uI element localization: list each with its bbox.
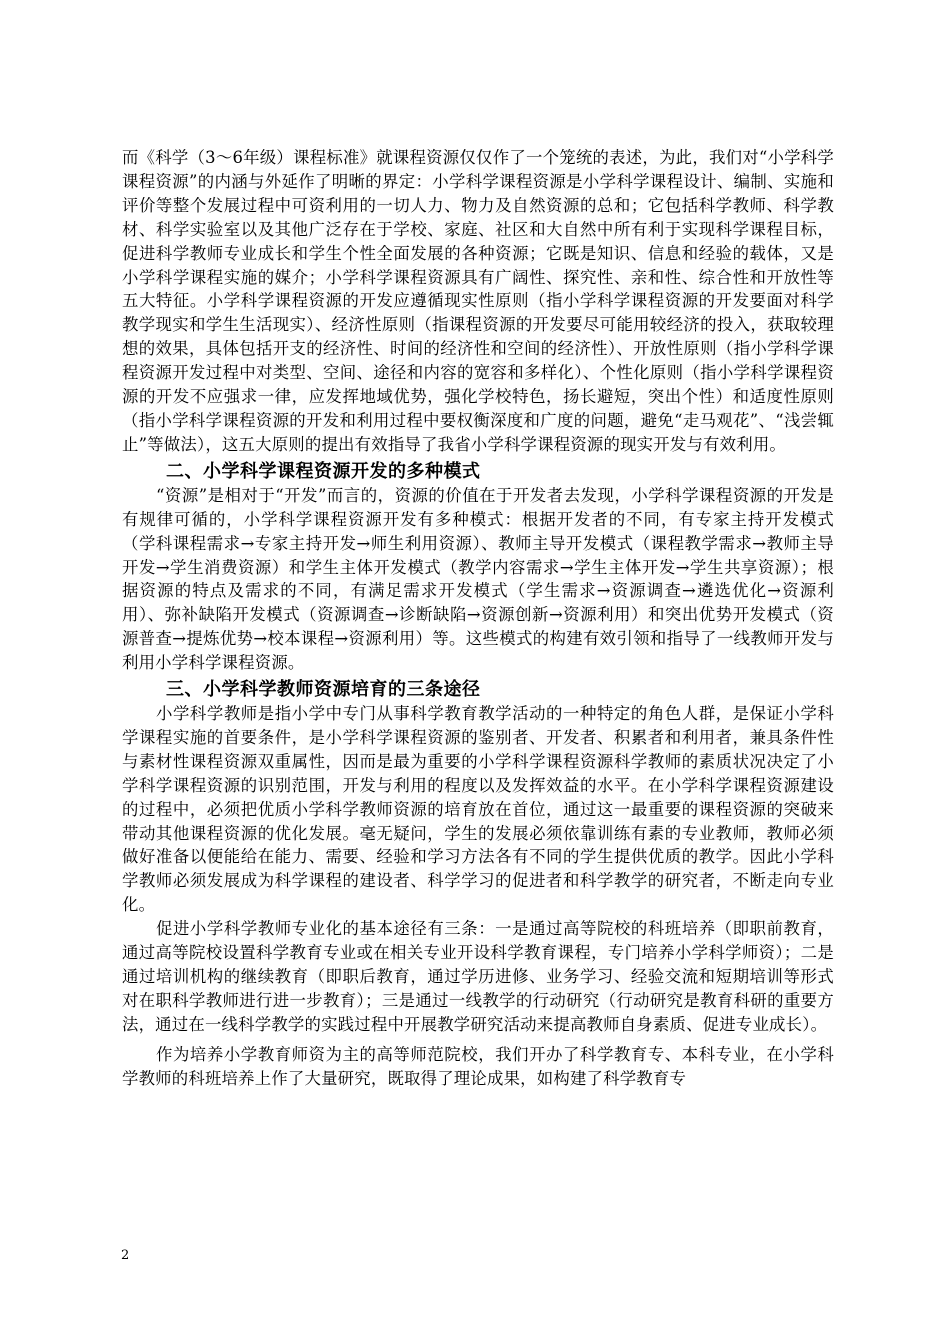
document-body — [122, 146, 834, 1091]
paragraph-science-teachers: 小学科学教师是指小学中专门从事科学教育教学活动的一种特定的角色人群，是保证小学科学课程实施的首要条件，是小学科学课程资源的鉴别者、开发者、积累者和利用者，兼具条件性与素材性课程资源双重属性，因而是最为重要的小学科学课程资源科学教师的素质状况决定了小学科学课程资源的识别范围，开发与利用的程度以及发挥效益的水平。在小学科学课程资源建设的过程中，必须把优质小学科学教师资源的培育放在首位，通过这一最重要的课程资源的突破来带动其他课程资源的优化发展。毫无疑问，学生的发展必须依靠训练有素的专业教师，教师必须做好准备以便能给在能力、需要、经验和学习方法各有不同的学生提供优质的教学。因此小学科学教师必须发展成为科学课程的建设者、科学学习的促进者和科学教学的研究者，不断走向专业化。 — [122, 704, 834, 915]
paragraph-curriculum-resources-definition: 而《科学（3～6年级）课程标准》就课程资源仅仅作了一个笼统的表述，为此，我们对“小学科学课程资源”的内涵与外延作了明晰的界定：小学科学课程资源是小学科学课程设计、编制、实施和评价等整个发展过程中可资利用的一切人力、物力及自然资源的总和；它包括科学教师、科学教材、科学实验室以及其他广泛存在于学校、家庭、社区和大自然中所有利于实现科学课程目标，促进科学教师专业成长和学生个性全面发展的各种资源；它既是知识、信息和经验的载体，又是小学科学课程实施的媒介；小学科学课程资源具有广阔性、探究性、亲和性、综合性和开放性等五大特征。小学科学课程资源的开发应遵循现实性原则（指小学科学课程资源的开发要面对科学教学现实和学生生活现实）、经济性原则（指课程资源的开发要尽可能用较经济的投入，获取较理想的效果，具体包括开支的经济性、时间的经济性和空间的经济性）、开放性原则（指小学科学课程资源开发过程中对类型、空间、途径和内容的宽容和多样化）、个性化原则（指小学科学课程资源的开发不应强求一律，应发挥地域优势，强化学校特色，扬长避短，突出个性）和适度性原则（指小学科学课程资源的开发和利用过程中要权衡深度和广度的问题，避免“走马观花”、“浅尝辄止”等做法），这五大原则的提出有效指导了我省小学科学课程资源的现实开发与有效利用。 — [122, 148, 834, 454]
paragraph-professionalization-paths: 促进小学科学教师专业化的基本途径有三条：一是通过高等院校的科班培养（即职前教育，通过高等院校设置科学教育专业或在相关专业开设科学教育课程，专门培养小学科学师资）；二是通过培训机构的继续教育（即职后教育，通过学历进修、业务学习、经验交流和短期培训等形式对在职科学教师进行进一步教育）；三是通过一线教学的行动研究（行动研究是教育科研的重要方法，通过在一线科学教学的实践过程中开展教学研究活动来提高教师自身素质、促进专业成长）。 — [122, 919, 834, 1034]
paragraph-normal-college-training: 作为培养小学教育师资为主的高等师范院校，我们开办了科学教育专、本科专业，在小学科学教师的科班培养上作了大量研究，既取得了理论成果，如构建了科学教育专 — [122, 1044, 834, 1088]
section-heading-teacher-cultivation: 三、小学科学教师资源培育的三条途径 — [166, 679, 481, 701]
paragraph-development-models: “资源”是相对于“开发”而言的，资源的价值在于开发者去发现，小学科学课程资源的开发是有规律可循的，小学科学课程资源开发有多种模式：根据开发者的不同，有专家主持开发模式（学科课程需求→专家主持开发→师生利用资源）、教师主导开发模式（课程教学需求→教师主导开发→学生消费资源）和学生主体开发模式（教学内容需求→学生主体开发→学生共享资源）；根据资源的特点及需求的不同，有满足需求开发模式（学生需求→资源调查→遴选优化→资源利用）、弥补缺陷开发模式（资源调查→诊断缺陷→资源创新→资源利用）和突出优势开发模式（资源普查→提炼优势→校本课程→资源利用）等。这些模式的构建有效引领和指导了一线教师开发与利用小学科学课程资源。 — [122, 485, 834, 673]
section-heading-development-models: 二、小学科学课程资源开发的多种模式 — [166, 460, 481, 482]
page-number: 2 — [121, 1248, 130, 1263]
